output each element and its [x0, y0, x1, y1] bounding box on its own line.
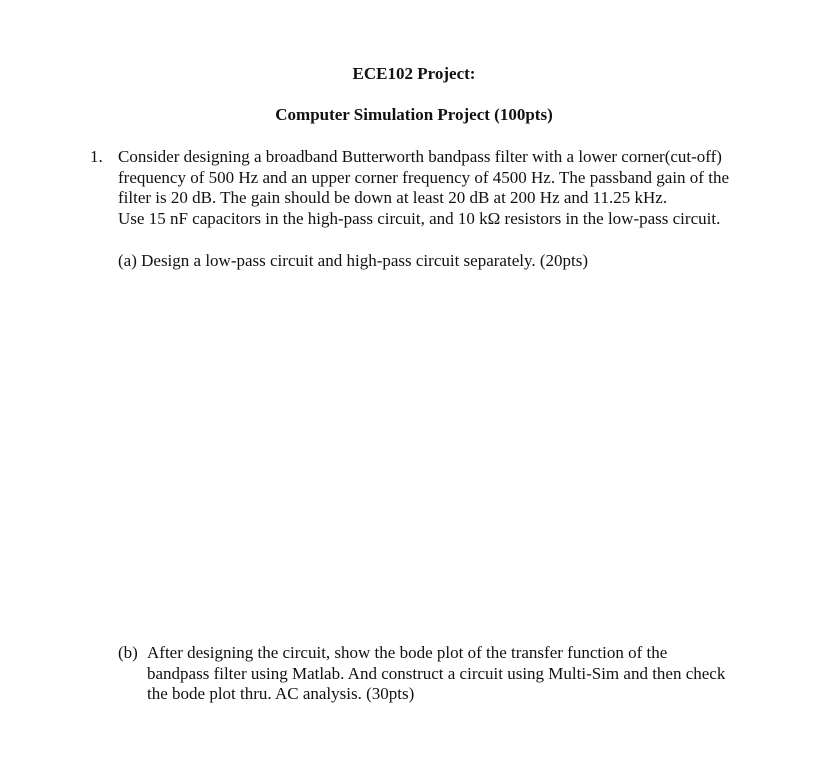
question-line: filter is 20 dB. The gain should be down at least 20 dB at 200 Hz and 11.25 kHz. — [118, 188, 668, 207]
course-title: ECE102 Project: — [352, 64, 476, 83]
question-line: Consider designing a broadband Butterworth bandpass filter with a lower corner(cut-off) — [118, 147, 722, 166]
question-body — [118, 147, 788, 229]
part-b — [118, 643, 778, 705]
question-number: 1. — [90, 147, 103, 166]
part-b-line: bandpass filter using Matlab. And construct a circuit using Multi-Sim and then check — [147, 663, 726, 683]
part-b-label: (b) — [118, 643, 138, 662]
question-line: Use 15 nF capacitors in the high-pass circuit, and 10 kΩ resistors in the low-pass circuit. — [118, 208, 721, 228]
part-b-text — [147, 643, 778, 705]
part-b-line: After designing the circuit, show the bode plot of the transfer function of the — [147, 643, 668, 662]
part-a-text: (a) Design a low-pass circuit and high-pass circuit separately. (20pts) — [118, 251, 589, 270]
part-b-line: the bode plot thru. AC analysis. (30pts) — [147, 684, 415, 703]
project-title: Computer Simulation Project (100pts) — [275, 105, 553, 124]
question-line: frequency of 500 Hz and an upper corner frequency of 4500 Hz. The passband gain of the — [118, 167, 729, 187]
